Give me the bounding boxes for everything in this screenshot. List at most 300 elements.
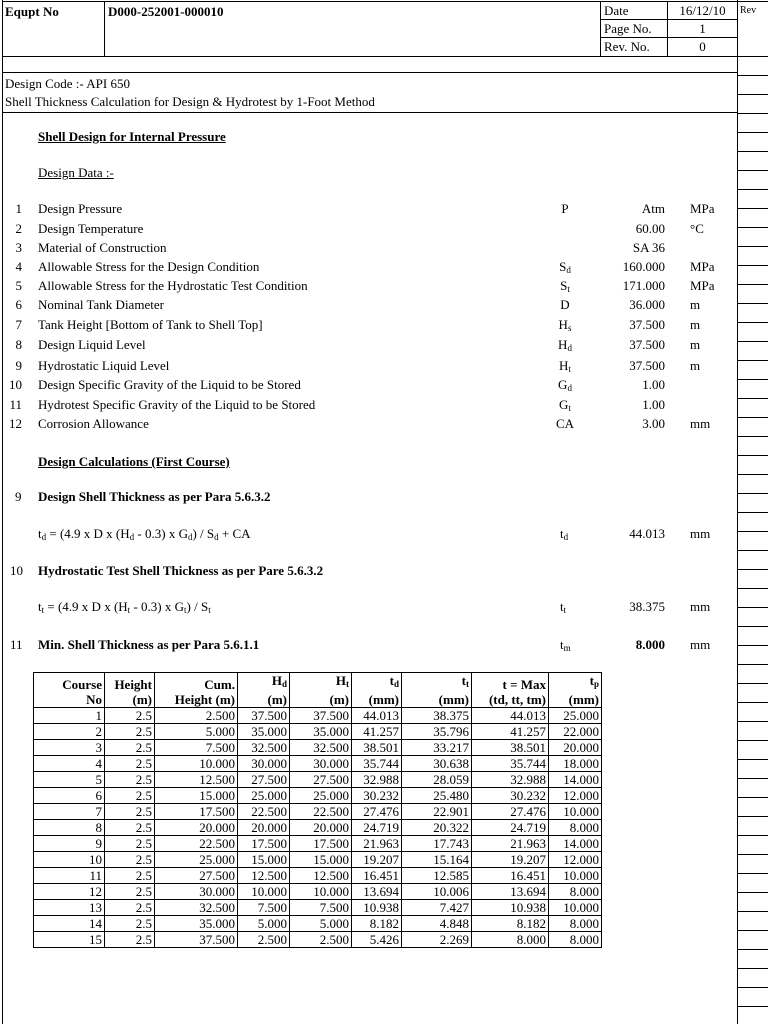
table-row [34,788,602,804]
rev-grid-line [737,626,768,627]
design-data-number: 4 [15,259,22,274]
equpt-value: D000-252001-000010 [108,4,224,19]
table-cell: 2.5 [105,932,155,948]
design-data-number: 12 [9,416,22,431]
rev-grid-line [737,493,768,494]
rev-grid-line [737,227,768,228]
table-header-row [34,673,602,708]
rev-grid-line [737,208,768,209]
calc-11-title: Min. Shell Thickness as per Para 5.6.1.1 [38,637,260,652]
table-cell: 44.013 [472,708,549,724]
rev-column-label: Rev [740,5,757,16]
design-data-symbol: $H_t$ [559,358,571,374]
design-data-symbol: P [561,201,569,216]
rev-grid-line [737,930,768,931]
table-cell: 2.500 [155,708,238,724]
table-cell: 5.426 [352,932,402,948]
table-cell: 30.000 [155,884,238,900]
table-row [34,884,602,900]
table-cell: 12.500 [290,868,352,884]
table-cell: 30.232 [352,788,402,804]
table-cell: 10.000 [549,804,602,820]
table-header-cell: $t_p$ (mm) [549,673,602,708]
table-cell: 35.000 [238,724,290,740]
table-row [34,900,602,916]
table-header-cell: Height (m) [105,673,155,708]
table-cell: 37.500 [238,708,290,724]
table-cell: 12.585 [402,868,472,884]
design-data-number: 8 [15,337,22,352]
table-cell: 8.000 [472,932,549,948]
table-cell: 10.000 [238,884,290,900]
rev-grid-line [737,113,768,114]
table-cell: 15.000 [155,788,238,804]
table-cell: 14.000 [549,836,602,852]
table-cell: 8.182 [472,916,549,932]
design-data-title: Design Data :- [38,165,114,180]
table-cell: 2.5 [105,900,155,916]
table-cell: 41.257 [352,724,402,740]
design-data-symbol: $H_s$ [558,317,572,333]
table-cell: 12 [34,884,105,900]
table-cell: 7.500 [290,900,352,916]
design-data-label: Nominal Tank Diameter [38,297,164,312]
table-row [34,756,602,772]
design-data-number: 9 [15,358,22,373]
table-cell: 10.000 [549,868,602,884]
design-data-symbol: $G_d$ [558,377,572,393]
table-cell: 27.500 [290,772,352,788]
table-header-cell: $t_d$ (mm) [352,673,402,708]
rev-grid-line [737,683,768,684]
table-cell: 16.451 [352,868,402,884]
design-data-symbol: $S_d$ [559,259,571,275]
design-data-number: 3 [15,240,22,255]
design-data-value: Atm [641,201,665,216]
table-cell: 41.257 [472,724,549,740]
table-cell: 17.500 [238,836,290,852]
rev-grid-line [737,816,768,817]
table-cell: 38.375 [402,708,472,724]
header-bottom [2,56,737,57]
table-cell: 2.5 [105,852,155,868]
design-data-value: 1.00 [642,377,665,392]
design-data-symbol: D [560,297,570,312]
table-cell: 24.719 [352,820,402,836]
design-data-label: Hydrostatic Liquid Level [38,358,170,373]
table-cell: 15.000 [290,852,352,868]
table-cell: 21.963 [472,836,549,852]
rev-grid-line [737,75,768,76]
rev-grid-line [737,778,768,779]
table-cell: 2.5 [105,708,155,724]
table-cell: 10.000 [290,884,352,900]
table-row [34,708,602,724]
table-cell: 25.000 [549,708,602,724]
calc-10-title: Hydrostatic Test Shell Thickness as per Pare 5.6.3.2 [38,563,324,578]
table-cell: 8.000 [549,916,602,932]
design-data-value: 171.000 [622,278,665,293]
course-table [33,672,602,948]
table-header-cell: t = Max (td, tt, tm) [472,673,549,708]
table-cell: 10.000 [155,756,238,772]
rev-grid-line [737,360,768,361]
table-cell: 9 [34,836,105,852]
table-cell: 2.500 [238,932,290,948]
calc-method-title: Shell Thickness Calculation for Design & Hydrotest by 1-Foot Method [5,94,375,109]
rev-grid-line [737,968,768,969]
rev-grid-line [737,436,768,437]
table-row [34,916,602,932]
table-cell: 5.000 [238,916,290,932]
calc-9-unit: mm [690,526,711,541]
design-data-value: 160.000 [622,259,665,274]
table-cell: 2.5 [105,884,155,900]
table-cell: 16.451 [472,868,549,884]
rev-grid-line [737,721,768,722]
table-cell: 38.501 [352,740,402,756]
table-cell: 32.500 [155,900,238,916]
calc-10-symbol: $t_t$ [560,599,567,615]
design-data-value: SA 36 [632,240,665,255]
table-row [34,932,602,948]
table-cell: 12.500 [155,772,238,788]
table-cell: 2.5 [105,788,155,804]
table-cell: 4 [34,756,105,772]
table-cell: 8.000 [549,884,602,900]
table-cell: 25.000 [238,788,290,804]
table-cell: 6 [34,788,105,804]
design-data-unit: m [690,358,701,373]
table-cell: 11 [34,868,105,884]
design-data-value: 37.500 [629,317,665,332]
design-data-number: 1 [15,201,22,216]
design-data-unit: MPa [690,201,715,216]
table-cell: 8.000 [549,820,602,836]
rev-grid-line [737,949,768,950]
design-data-unit: MPa [690,259,715,274]
date-label: Date [604,3,629,18]
calc-11-unit: mm [690,637,711,652]
table-cell: 5 [34,772,105,788]
table-cell: 3 [34,740,105,756]
table-cell: 33.217 [402,740,472,756]
table-cell: 44.013 [352,708,402,724]
table-cell: 19.207 [352,852,402,868]
table-row [34,836,602,852]
table-cell: 17.500 [155,804,238,820]
table-cell: 28.059 [402,772,472,788]
rev-grid-line [737,873,768,874]
calc-9-value: 44.013 [629,526,665,541]
rev-grid-line [737,911,768,912]
table-cell: 2.5 [105,772,155,788]
design-data-number: 6 [15,297,22,312]
rev-grid-line [737,303,768,304]
design-data-value: 60.00 [635,221,665,236]
page-no-value: 1 [699,21,706,36]
table-cell: 2 [34,724,105,740]
table-cell: 8.000 [549,932,602,948]
table-cell: 25.000 [155,852,238,868]
table-cell: 30.000 [238,756,290,772]
design-data-number: 7 [15,317,22,332]
design-data-label: Allowable Stress for the Design Condition [38,259,260,274]
table-cell: 2.5 [105,804,155,820]
table-cell: 13.694 [472,884,549,900]
rev-grid-line [737,645,768,646]
table-cell: 32.988 [352,772,402,788]
rev-grid-line [737,56,768,57]
calc-9-title: Design Shell Thickness as per Para 5.6.3.2 [38,489,271,504]
table-cell: 30.000 [290,756,352,772]
table-cell: 20.000 [549,740,602,756]
design-data-value: 37.500 [629,358,665,373]
rev-grid-line [737,740,768,741]
design-data-label: Design Specific Gravity of the Liquid to be Stored [38,377,301,392]
design-data-label: Corrosion Allowance [38,416,149,431]
table-cell: 19.207 [472,852,549,868]
rev-grid-line [737,1006,768,1007]
table-cell: 37.500 [155,932,238,948]
calc-10-number: 10 [10,563,23,578]
rev-grid-line [737,664,768,665]
table-cell: 32.500 [290,740,352,756]
design-data-label: Design Temperature [38,221,144,236]
calc-11-value: 8.000 [635,637,665,652]
table-cell: 30.232 [472,788,549,804]
table-cell: 20.000 [290,820,352,836]
rev-grid-line [737,170,768,171]
design-data-label: Hydrotest Specific Gravity of the Liquid to be Stored [38,397,316,412]
table-cell: 2.269 [402,932,472,948]
table-cell: 17.743 [402,836,472,852]
table-cell: 27.476 [352,804,402,820]
table-cell: 2.5 [105,836,155,852]
calc-11-symbol: $t_m$ [560,637,571,653]
table-cell: 1 [34,708,105,724]
rev-grid-line [737,246,768,247]
table-cell: 2.5 [105,756,155,772]
table-cell: 5.000 [155,724,238,740]
design-data-value: 1.00 [642,397,665,412]
table-cell: 20.322 [402,820,472,836]
table-cell: 27.476 [472,804,549,820]
table-cell: 22.500 [238,804,290,820]
table-cell: 27.500 [238,772,290,788]
design-data-value: 36.000 [629,297,665,312]
design-data-label: Design Pressure [38,201,123,216]
table-cell: 10 [34,852,105,868]
design-code: Design Code :- API 650 [5,76,130,91]
table-cell: 2.5 [105,868,155,884]
rev-grid-line [737,607,768,608]
table-cell: 25.480 [402,788,472,804]
table-cell: 18.000 [549,756,602,772]
table-cell: 10.938 [352,900,402,916]
rev-no-label: Rev. No. [604,39,650,54]
table-cell: 13 [34,900,105,916]
rev-grid-line [737,455,768,456]
date-value: 16/12/10 [679,3,726,18]
calc-10-formula: $t_t = (4.9$ x D x $(H_t - 0.3)$ x $G_t) / S_t$ [38,599,211,615]
rev-grid-line [737,987,768,988]
rev-grid-line [737,284,768,285]
rev-grid-line [737,835,768,836]
design-data-unit: m [690,337,701,352]
rev-grid-line [737,265,768,266]
table-cell: 2.5 [105,724,155,740]
table-row [34,868,602,884]
rev-grid-line [737,341,768,342]
table-cell: 22.500 [155,836,238,852]
table-cell: 15.164 [402,852,472,868]
table-cell: 8 [34,820,105,836]
table-header-cell: $H_t$ (m) [290,673,352,708]
header-hline-1 [600,19,737,20]
table-cell: 35.000 [155,916,238,932]
table-cell: 10.006 [402,884,472,900]
calc-9-symbol: $t_d$ [560,526,569,542]
rev-grid-line [737,132,768,133]
rev-grid-line [737,189,768,190]
design-data-symbol: $G_t$ [559,397,571,413]
design-data-label: Allowable Stress for the Hydrostatic Test Condition [38,278,308,293]
table-cell: 20.000 [155,820,238,836]
calc-section-title: Design Calculations (First Course) [38,454,230,469]
table-cell: 32.988 [472,772,549,788]
table-header-cell: Cum. Height (m) [155,673,238,708]
table-cell: 12.000 [549,788,602,804]
rev-grid-line [737,417,768,418]
rev-grid-line [737,322,768,323]
table-cell: 20.000 [238,820,290,836]
design-data-unit: mm [690,416,711,431]
header-hline-2 [600,37,737,38]
rev-grid-line [737,892,768,893]
rev-grid-line [737,854,768,855]
table-cell: 2.5 [105,820,155,836]
rev-grid-line [737,588,768,589]
table-cell: 22.000 [549,724,602,740]
table-cell: 27.500 [155,868,238,884]
design-data-label: Design Liquid Level [38,337,146,352]
table-cell: 7.500 [155,740,238,756]
design-data-unit: MPa [690,278,715,293]
design-data-label: Material of Construction [38,240,167,255]
design-data-number: 11 [9,397,22,412]
calc-9-formula: $t_d = (4.9$ x D x $(H_d - 0.3)$ x $G_d) / S_d$ + CA [38,526,251,542]
table-cell: 37.500 [290,708,352,724]
table-cell: 24.719 [472,820,549,836]
table-cell: 4.848 [402,916,472,932]
header-bottom-2 [2,72,737,73]
rev-no-value: 0 [699,39,706,54]
calc-9-number: 9 [15,489,22,504]
table-cell: 10.938 [472,900,549,916]
design-data-value: 3.00 [642,416,665,431]
table-cell: 12.000 [549,852,602,868]
rev-grid-line [737,151,768,152]
equpt-label: Equpt No [5,4,59,19]
calc-10-value: 38.375 [629,599,665,614]
table-cell: 12.500 [238,868,290,884]
table-cell: 15.000 [238,852,290,868]
table-cell: 7 [34,804,105,820]
rev-grid-line [737,550,768,551]
table-cell: 22.500 [290,804,352,820]
table-cell: 38.501 [472,740,549,756]
table-cell: 8.182 [352,916,402,932]
page-border-top [2,1,768,2]
table-cell: 14.000 [549,772,602,788]
rev-grid-line [737,569,768,570]
rev-grid-line [737,379,768,380]
table-cell: 30.638 [402,756,472,772]
table-cell: 13.694 [352,884,402,900]
table-row [34,724,602,740]
calc-11-number: 11 [10,637,23,652]
table-cell: 32.500 [238,740,290,756]
design-data-unit: m [690,317,701,332]
rev-grid-line [737,797,768,798]
table-row [34,772,602,788]
design-data-number: 10 [9,377,22,392]
design-data-symbol: CA [555,416,575,431]
table-header-cell: $H_d$ (m) [238,673,290,708]
design-data-symbol: $H_d$ [558,337,572,353]
table-header-cell: $t_t$ (mm) [402,673,472,708]
rev-grid-line [737,474,768,475]
table-row [34,820,602,836]
design-data-unit: °C [690,221,704,236]
table-row [34,804,602,820]
design-data-value: 37.500 [629,337,665,352]
design-data-number: 2 [15,221,22,236]
table-cell: 5.000 [290,916,352,932]
rev-grid-line [737,531,768,532]
page-no-label: Page No. [604,21,652,36]
table-cell: 22.901 [402,804,472,820]
rev-grid-line [737,702,768,703]
section-title: Shell Design for Internal Pressure [38,129,226,144]
rev-grid-line [737,94,768,95]
table-cell: 35.000 [290,724,352,740]
table-cell: 35.744 [352,756,402,772]
table-cell: 2.500 [290,932,352,948]
header-divider-1 [104,1,105,56]
table-row [34,852,602,868]
table-cell: 21.963 [352,836,402,852]
rev-grid-line [737,759,768,760]
table-cell: 2.5 [105,916,155,932]
table-cell: 35.744 [472,756,549,772]
table-cell: 10.000 [549,900,602,916]
table-cell: 35.796 [402,724,472,740]
table-cell: 14 [34,916,105,932]
table-cell: 2.5 [105,740,155,756]
table-cell: 7.500 [238,900,290,916]
intro-bottom [2,112,737,113]
table-cell: 25.000 [290,788,352,804]
calc-10-unit: mm [690,599,711,614]
page-border-left [2,0,3,1024]
header-divider-2 [600,1,601,56]
design-data-unit: m [690,297,701,312]
rev-grid-line [737,398,768,399]
table-cell: 7.427 [402,900,472,916]
table-cell: 17.500 [290,836,352,852]
